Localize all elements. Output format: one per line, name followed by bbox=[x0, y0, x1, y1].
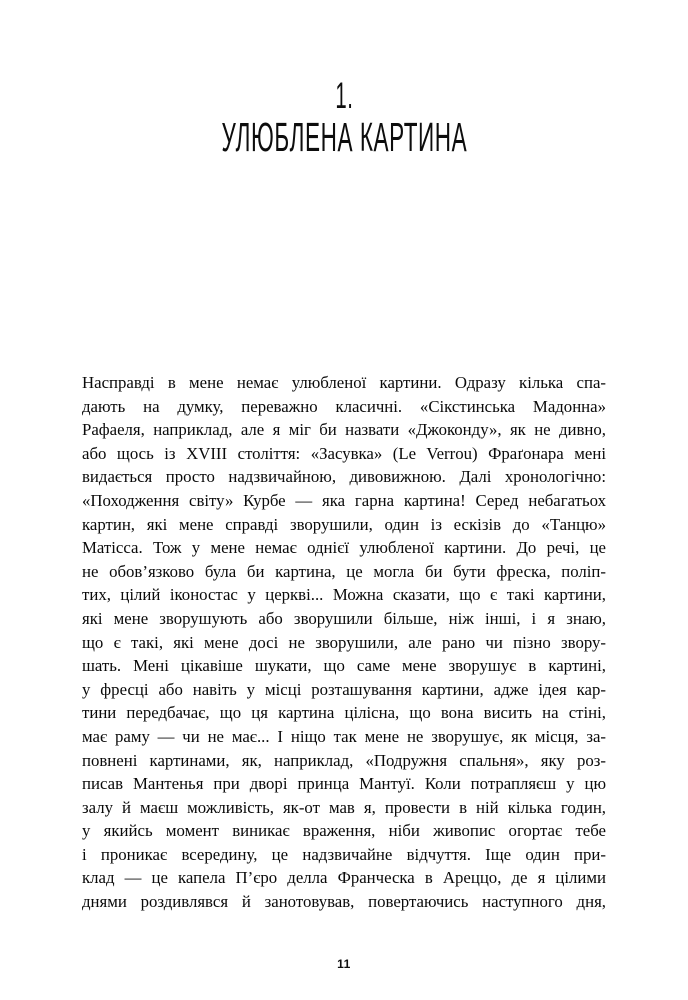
page-number: 11 bbox=[337, 957, 351, 971]
body-text-line: писав Мантенья при дворі принца Мантуї. Коли потрапляєш у цю bbox=[82, 774, 606, 794]
body-text-line: у фресці або навіть у місці розташування картини, адже ідея кар- bbox=[82, 679, 606, 699]
body-text-line: і проникає всередину, це надзвичайне відчуття. Іще один при- bbox=[82, 844, 606, 864]
body-text-line: клад — це капела П’єро делла Франческа в Ареццо, де я цілими bbox=[82, 868, 606, 888]
body-text-line: або щось із XVIII століття: «Засувка» (Le Verrou) Фраґонара мені bbox=[82, 443, 606, 463]
body-text-line: повнені картинами, як, наприклад, «Подружня спальня», яку роз- bbox=[82, 750, 606, 770]
chapter-number-row bbox=[0, 76, 688, 116]
body-text-line: «Походження світу» Курбе — яка гарна картина! Серед небагатьох bbox=[82, 490, 606, 510]
chapter-heading bbox=[0, 76, 688, 158]
body-text-line: у якийсь момент виникає враження, ніби живопис огортає тебе bbox=[82, 821, 606, 841]
body-text-line: тини передбачає, що ця картина цілісна, що вона висить на стіні, bbox=[82, 703, 606, 723]
body-text-line: залу й маєш можливість, як-от мав я, провести в ній кілька годин, bbox=[82, 797, 606, 817]
page-footer bbox=[0, 955, 688, 973]
body-text-line: має раму — чи не має... І ніщо так мене не зворушує, як місця, за- bbox=[82, 726, 606, 746]
body-text-line: тих, цілий іконостас у церкві... Можна сказати, що є такі картини, bbox=[82, 585, 606, 605]
body-text-line: не обов’язково була би картина, це могла би бути фреска, поліп- bbox=[82, 561, 606, 581]
body-text-line: Рафаеля, наприклад, але я міг би назвати «Джоконду», як не дивно, bbox=[82, 420, 606, 440]
body-text-line: Матісса. Тож у мене немає однієї улюбленої картини. До речі, це bbox=[82, 538, 606, 558]
body-text-line: днями роздивлявся й занотовував, повертаючись наступного дня, bbox=[82, 892, 606, 912]
body-text-line: картин, які мене справді зворушили, один із ескізів до «Танцю» bbox=[82, 514, 606, 534]
body-text-line: шать. Мені цікавіше шукати, що саме мене зворушує в картині, bbox=[82, 656, 606, 676]
body-text-line: які мене зворушують або зворушили більше, ніж інші, і я знаю, bbox=[82, 608, 606, 628]
chapter-number: 1. bbox=[334, 75, 354, 116]
body-text-line: Насправді в мене немає улюбленої картини. Одразу кілька спа- bbox=[82, 373, 606, 392]
body-text-line: видається просто надзвичайною, дивовижною. Далі хронологічно: bbox=[82, 467, 606, 487]
body-text-line: що є такі, які мене досі не зворушили, але рано чи пізно звору- bbox=[82, 632, 606, 652]
body-text-line: дають на думку, переважно класичні. «Сікстинська Мадонна» bbox=[82, 396, 606, 416]
body-text bbox=[82, 371, 606, 914]
chapter-title: УЛЮБЛЕНА КАРТИНА bbox=[221, 114, 467, 160]
chapter-title-row bbox=[0, 116, 688, 158]
